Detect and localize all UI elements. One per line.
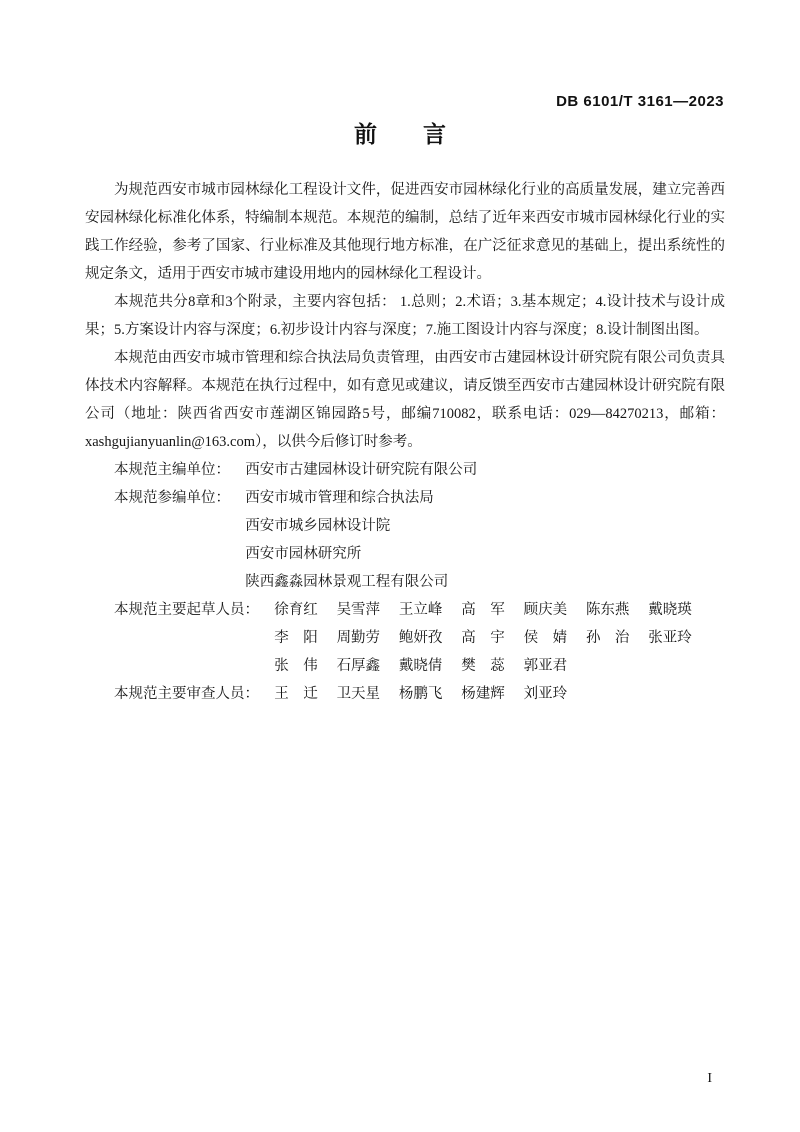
reviewers-field — [85, 680, 725, 708]
person-name: 侯 婧 — [523, 630, 568, 646]
chief-editor-unit-value — [245, 456, 725, 484]
person-name: 杨建辉 — [461, 686, 505, 702]
reviewers-row — [274, 680, 725, 708]
unit-line: 西安市园林研究所 — [245, 546, 362, 562]
page-number: I — [707, 1071, 712, 1086]
person-name: 周勤劳 — [336, 630, 381, 646]
person-name: 卫天星 — [336, 686, 381, 702]
drafters-row — [274, 652, 725, 680]
person-name: 陈东燕 — [585, 602, 630, 618]
body-text — [85, 176, 725, 708]
unit-line: 西安市古建园林设计研究院有限公司 — [245, 462, 478, 478]
participating-units-field — [85, 484, 725, 596]
unit-line: 陕西鑫淼园林景观工程有限公司 — [245, 574, 449, 590]
person-name: 李 阳 — [274, 630, 318, 646]
reviewers-value — [274, 680, 725, 708]
paragraph-intro: 为规范西安市城市园林绿化工程设计文件，促进西安市园林绿化行业的高质量发展，建立完善西安园林绿化标准化体系，特编制本规范。本规范的编制，总结了近年来西安市城市园林绿化行业的实践工作经验，参考了国家、行业标准及其他现行地方标准，在广泛征求意见的基础上，提出系统性的规定条文，适用于西安市城市建设用地内的园林绿化工程设计。 — [85, 182, 725, 282]
doc-number: DB 6101/T 3161—2023 — [556, 93, 724, 110]
paragraph-contents: 本规范共分8章和3个附录，主要内容包括： 1.总则；2.术语；3.基本规定；4.设计技术与设计成果；5.方案设计内容与深度；6.初步设计内容与深度；7.施工图设计内容与深度；8.设计制图出图。 — [85, 294, 725, 338]
person-name: 徐育红 — [274, 602, 318, 618]
participating-units-label: 本规范参编单位： — [114, 490, 230, 506]
person-name: 鲍妍孜 — [398, 630, 443, 646]
person-name: 戴晓瑛 — [648, 602, 692, 618]
drafters-row — [274, 596, 725, 624]
person-name: 高 宇 — [461, 630, 505, 646]
person-name: 张亚玲 — [648, 630, 692, 646]
person-name: 王立峰 — [398, 602, 443, 618]
page-title: 前 言 — [354, 122, 446, 147]
drafters-label: 本规范主要起草人员： — [114, 602, 259, 618]
chief-editor-unit-label: 本规范主编单位： — [114, 462, 230, 478]
person-name: 吴雪萍 — [336, 602, 381, 618]
unit-line: 西安市城市管理和综合执法局 — [245, 490, 434, 506]
participating-units-value — [245, 484, 725, 596]
person-name: 戴晓倩 — [398, 658, 443, 674]
person-name: 王 迁 — [274, 686, 318, 702]
reviewers-label: 本规范主要审查人员： — [114, 686, 259, 702]
paragraph-management: 本规范由西安市城市管理和综合执法局负责管理，由西安市古建园林设计研究院有限公司负责具体技术内容解释。本规范在执行过程中，如有意见或建议，请反馈至西安市古建园林设计研究院有限公司（地址：陕西省西安市莲湖区锦园路5号，邮编710082，联系电话：029—84270213，邮箱：xashgujianyuanlin@163.com），以供今后修订时参考。 — [85, 350, 725, 450]
drafters-row — [274, 624, 725, 652]
drafters-value — [274, 596, 725, 680]
chief-editor-unit-field — [85, 456, 725, 484]
person-name: 刘亚玲 — [523, 686, 568, 702]
person-name: 杨鹏飞 — [398, 686, 443, 702]
person-name: 樊 蕊 — [461, 658, 505, 674]
person-name: 郭亚君 — [523, 658, 568, 674]
person-name: 高 军 — [461, 602, 505, 618]
person-name: 张 伟 — [274, 658, 318, 674]
person-name: 石厚鑫 — [336, 658, 381, 674]
unit-line: 西安市城乡园林设计院 — [245, 518, 391, 534]
person-name: 孙 治 — [585, 630, 630, 646]
person-name: 顾庆美 — [523, 602, 568, 618]
drafters-field — [85, 596, 725, 680]
